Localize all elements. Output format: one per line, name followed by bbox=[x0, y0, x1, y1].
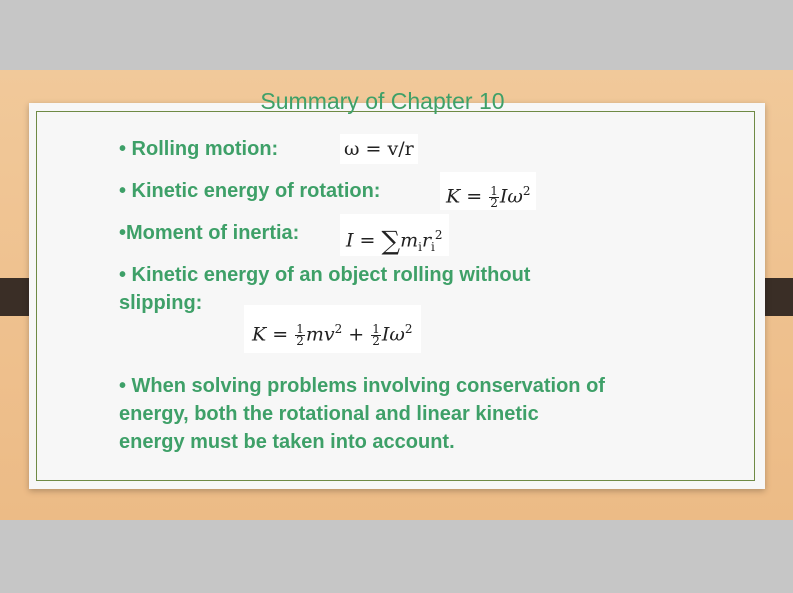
bullet-conservation-line1: • When solving problems involving conservation of bbox=[119, 375, 605, 397]
equation-rolling-text: ω = v/r bbox=[344, 138, 414, 160]
slide-title-text: Summary of Chapter 10 bbox=[260, 88, 505, 114]
bullet-kinetic-rotation: • Kinetic energy of rotation: bbox=[119, 180, 381, 202]
sigma-symbol: ∑ bbox=[381, 226, 401, 257]
bullet-conservation-line2: energy, both the rotational and linear kinetic bbox=[119, 403, 539, 425]
slide-title bbox=[0, 87, 793, 115]
bullet-conservation-line3: energy must be taken into account. bbox=[119, 431, 455, 453]
equation-rotational-ke: K = $\frac{1}{2}$ $I\omega^2$ bbox=[440, 172, 536, 210]
equation-moment-inertia: $I = \sum m_ir_i^2$ bbox=[340, 214, 449, 256]
fraction-half: $\frac{1}{2}$ bbox=[372, 321, 380, 348]
fraction-half: $\frac{1}{2}$ bbox=[490, 183, 498, 210]
bullet-rolling-motion: • Rolling motion: bbox=[119, 138, 279, 160]
fraction-half: $\frac{1}{2}$ bbox=[296, 321, 304, 348]
equation-rolling-ke: K = $\frac{1}{2}$ $mv^2$ + $\frac{1}{2}$ $I\omega^2$ bbox=[244, 305, 421, 353]
bullet-moment-inertia: •Moment of inertia: bbox=[119, 222, 300, 244]
bullet-rolling-ke-line1: • Kinetic energy of an object rolling without bbox=[119, 264, 531, 286]
bullet-rolling-ke-line2: slipping: bbox=[119, 292, 203, 314]
equation-rolling bbox=[340, 134, 418, 164]
